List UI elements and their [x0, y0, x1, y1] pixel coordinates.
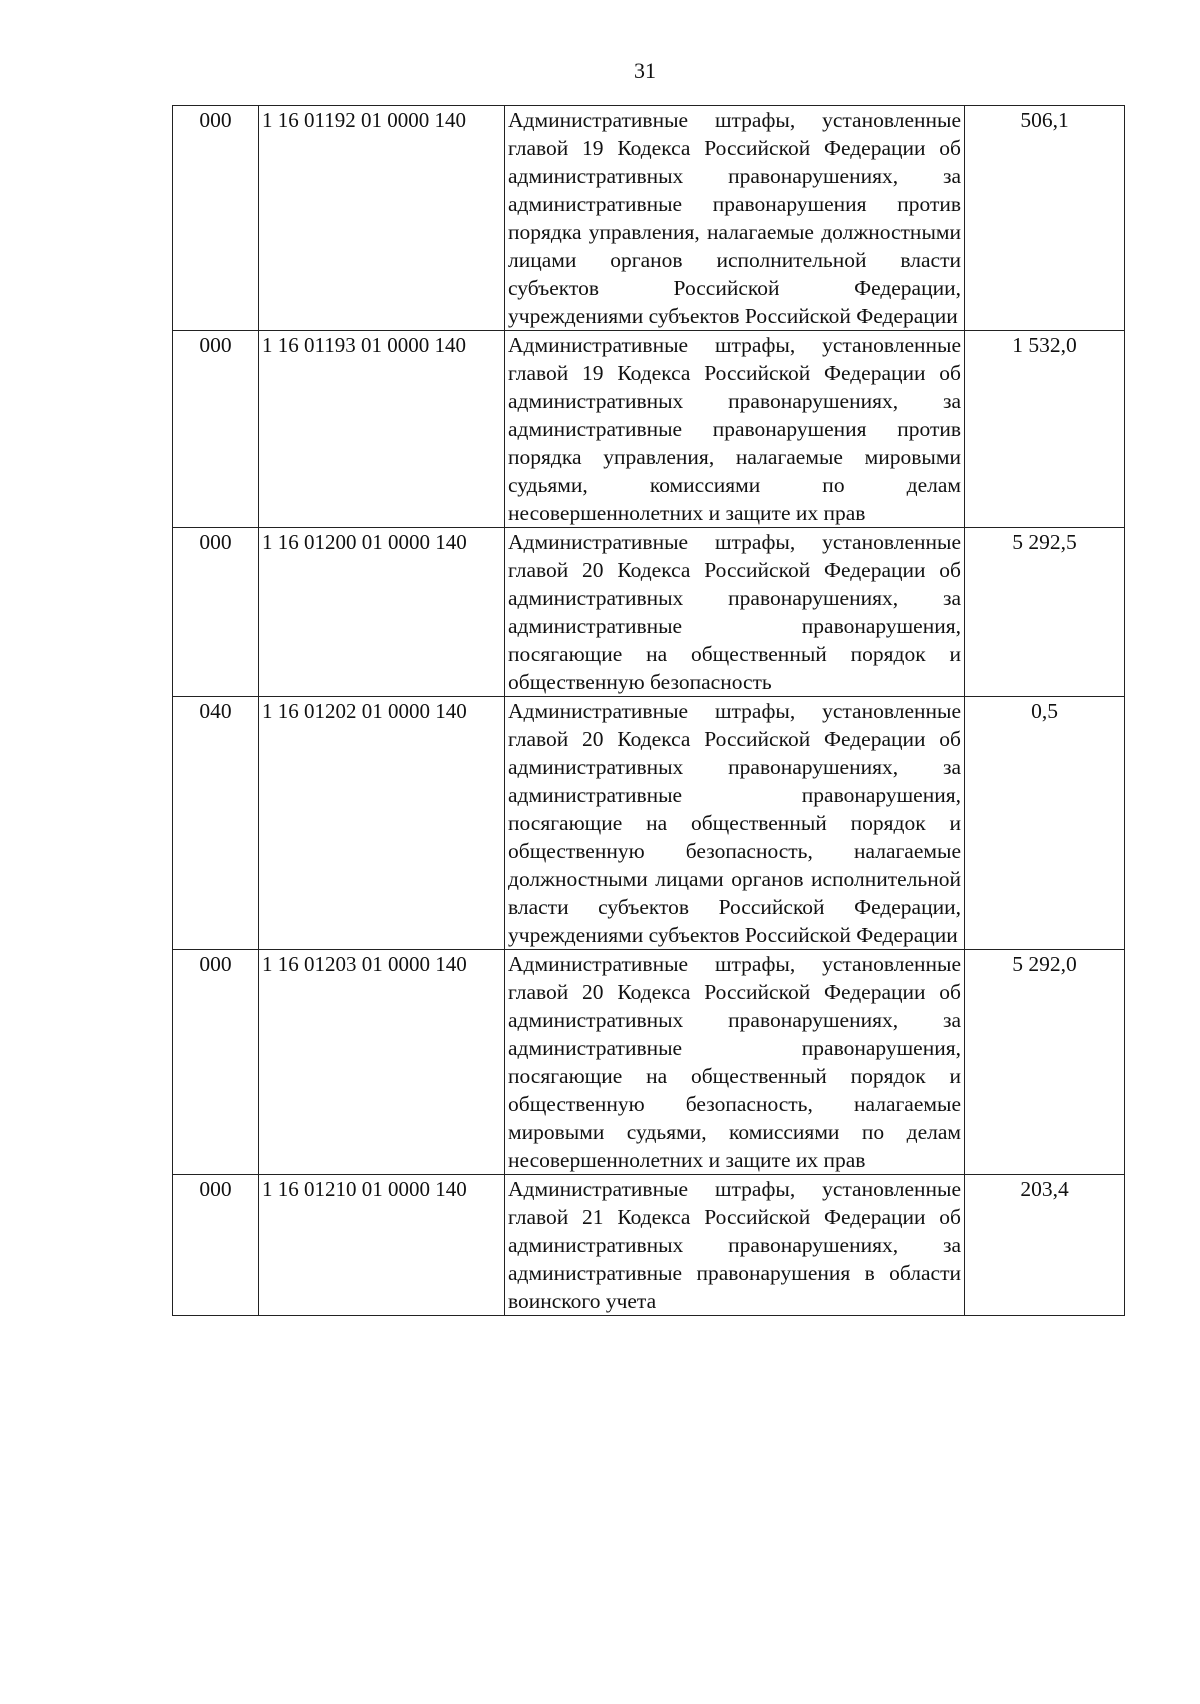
admin-code-cell: 000: [173, 950, 259, 1175]
budget-code-cell: 1 16 01193 01 0000 140: [259, 331, 505, 528]
amount-cell: 5 292,0: [965, 950, 1125, 1175]
admin-code-cell: 000: [173, 1175, 259, 1316]
budget-code-cell: 1 16 01210 01 0000 140: [259, 1175, 505, 1316]
description-cell: Административные штрафы, установленные главой 20 Кодекса Российской Федерации об административных правонарушениях, за административные правонарушения, посягающие на общественный порядок и общественную безопасность, налагаемые должностными лицами органов исполнительной власти субъектов Российской Федерации, учреждениями субъектов Российской Федерации: [505, 697, 965, 950]
admin-code-cell: 000: [173, 331, 259, 528]
budget-code-cell: 1 16 01200 01 0000 140: [259, 528, 505, 697]
table-body: [173, 106, 1125, 1316]
admin-code-cell: 000: [173, 106, 259, 331]
admin-code-cell: 000: [173, 528, 259, 697]
description-cell: Административные штрафы, установленные главой 20 Кодекса Российской Федерации об административных правонарушениях, за административные правонарушения, посягающие на общественный порядок и общественную безопасность, налагаемые мировыми судьями, комиссиями по делам несовершеннолетних и защите их прав: [505, 950, 965, 1175]
description-cell: Административные штрафы, установленные главой 19 Кодекса Российской Федерации об административных правонарушениях, за административные правонарушения против порядка управления, налагаемые должностными лицами органов исполнительной власти субъектов Российской Федерации, учреждениями субъектов Российской Федерации: [505, 106, 965, 331]
table-row: [173, 331, 1125, 528]
table-row: [173, 1175, 1125, 1316]
table-row: [173, 528, 1125, 697]
description-cell: Административные штрафы, установленные главой 20 Кодекса Российской Федерации об административных правонарушениях, за административные правонарушения, посягающие на общественный порядок и общественную безопасность: [505, 528, 965, 697]
amount-cell: 506,1: [965, 106, 1125, 331]
page-number: 31: [634, 58, 656, 83]
budget-revenue-table: [172, 105, 1125, 1316]
budget-code-cell: 1 16 01192 01 0000 140: [259, 106, 505, 331]
description-cell: Административные штрафы, установленные главой 19 Кодекса Российской Федерации об административных правонарушениях, за административные правонарушения против порядка управления, налагаемые мировыми судьями, комиссиями по делам несовершеннолетних и защите их прав: [505, 331, 965, 528]
description-cell: Административные штрафы, установленные главой 21 Кодекса Российской Федерации об административных правонарушениях, за административные правонарушения в области воинского учета: [505, 1175, 965, 1316]
admin-code-cell: 040: [173, 697, 259, 950]
amount-cell: 1 532,0: [965, 331, 1125, 528]
amount-cell: 5 292,5: [965, 528, 1125, 697]
budget-code-cell: 1 16 01203 01 0000 140: [259, 950, 505, 1175]
table-row: [173, 950, 1125, 1175]
amount-cell: 203,4: [965, 1175, 1125, 1316]
budget-code-cell: 1 16 01202 01 0000 140: [259, 697, 505, 950]
amount-cell: 0,5: [965, 697, 1125, 950]
table-row: [173, 697, 1125, 950]
table-row: [173, 106, 1125, 331]
